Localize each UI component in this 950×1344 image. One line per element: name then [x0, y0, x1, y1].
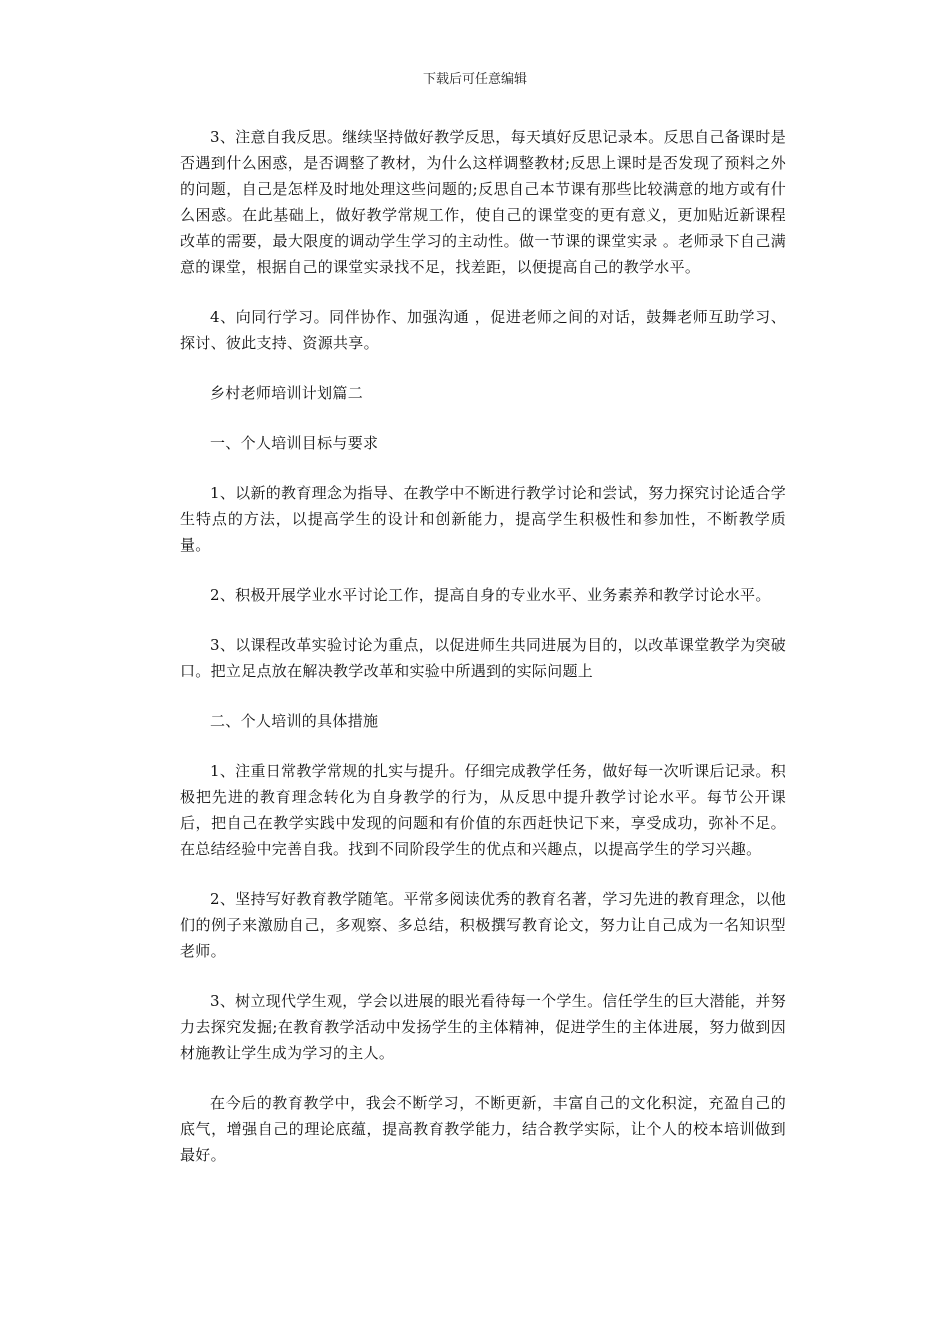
- paragraph-measure-1: 1、注重日常教学常规的扎实与提升。仔细完成教学任务，做好每一次听课后记录。积极把先进的教育理念转化为自身教学的行为，从反思中提升教学讨论水平。每节公开课后，把自己在教学实践中发现的问题和有价值的东西赶快记下来，享受成功，弥补不足。在总结经验中完善自我。找到不同阶段学生的优点和兴趣点，以提高学生的学习兴趣。: [180, 762, 786, 858]
- paragraph-peer-learning: 4、向同行学习。同伴协作、加强沟通 ，促进老师之间的对话，鼓舞老师互助学习、探讨、彼此支持、资源共享。: [180, 308, 786, 352]
- paragraph-goal-3: 3、以课程改革实验讨论为重点，以促进师生共同进展为目的，以改革课堂教学为突破口。把立足点放在解决教学改革和实验中所遇到的实际问题上: [180, 636, 786, 680]
- paragraph-measure-3: 3、树立现代学生观，学会以进展的眼光看待每一个学生。信任学生的巨大潜能，并努力去探究发掘;在教育教学活动中发扬学生的主体精神，促进学生的主体进展，努力做到因材施教让学生成为学习的主人。: [180, 992, 786, 1062]
- page-header: 下载后可任意编辑: [422, 72, 527, 87]
- heading-measures: 二、个人培训的具体措施: [210, 712, 379, 730]
- paragraph-reflection: 3、注意自我反思。继续坚持做好教学反思，每天填好反思记录本。反思自己备课时是否遇到什么困惑，是否调整了教材，为什么这样调整教材;反思上课时是否发现了预料之外的问题，自己是怎样及时地处理这些问题的;反思自己本节课有那些比较满意的地方或有什么困惑。在此基础上，做好教学常规工作，使自己的课堂变的更有意义，更加贴近新课程改革的需要，最大限度的调动学生学习的主动性。做一节课的课堂实录 。老师录下自己满意的课堂，根据自己的课堂实录找不足，找差距，以便提高自己的教学水平。: [180, 128, 786, 276]
- section-title-plan-two: 乡村老师培训计划篇二: [210, 384, 364, 402]
- paragraph-goal-2: 2、积极开展学业水平讨论工作，提高自身的专业水平、业务素养和教学讨论水平。: [210, 586, 771, 604]
- paragraph-conclusion: 在今后的教育教学中，我会不断学习，不断更新，丰富自己的文化积淀，充盈自己的底气，增强自己的理论底蕴，提高教育教学能力，结合教学实际，让个人的校本培训做到最好。: [180, 1094, 786, 1164]
- paragraph-measure-2: 2、坚持写好教育教学随笔。平常多阅读优秀的教育名著，学习先进的教育理念，以他们的例子来激励自己，多观察、多总结，积极撰写教育论文，努力让自己成为一名知识型老师。: [180, 890, 786, 960]
- paragraph-goal-1: 1、以新的教育理念为指导、在教学中不断进行教学讨论和尝试，努力探究讨论适合学生特点的方法，以提高学生的设计和创新能力，提高学生积极性和参加性，不断教学质量。: [180, 484, 786, 554]
- heading-goals: 一、个人培训目标与要求: [210, 434, 379, 452]
- document-body: [180, 124, 786, 1192]
